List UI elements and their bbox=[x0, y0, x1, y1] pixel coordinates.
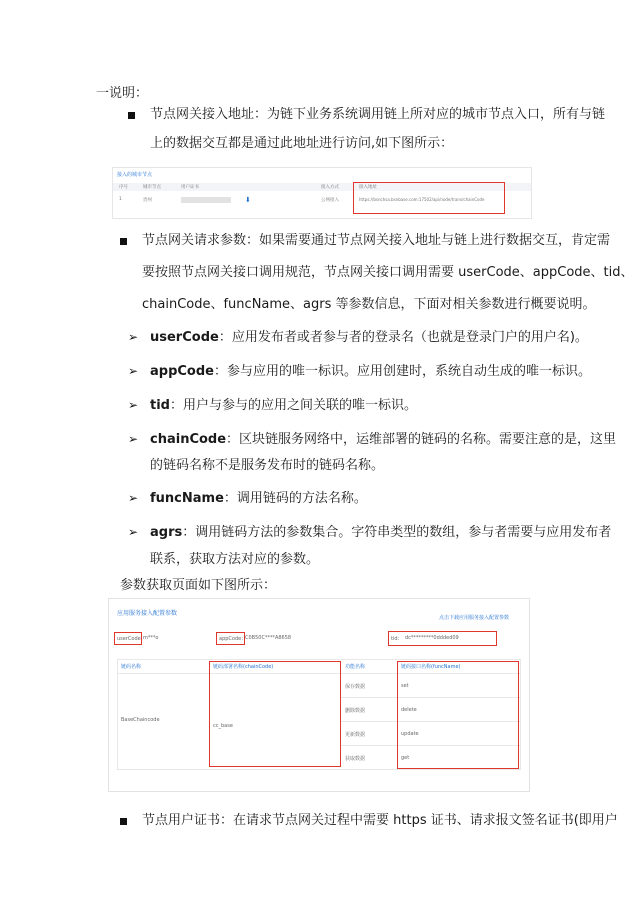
address-highlight bbox=[353, 182, 505, 214]
func-name-3: 获取数据 bbox=[345, 756, 366, 762]
row-address: https://bsnchsa.bsnbase.com:17502/api/node/trans/chainCode bbox=[359, 197, 485, 202]
func-value-1: delete bbox=[401, 707, 417, 713]
bullet-square bbox=[120, 238, 127, 245]
screenshot1-title: 接入的城市节点 bbox=[117, 172, 153, 178]
tid-label: tid： bbox=[391, 636, 403, 642]
header-index: 序号 bbox=[119, 185, 128, 190]
arrow-icon: ➢ bbox=[128, 491, 139, 505]
download-icon: ⬇ bbox=[245, 196, 251, 204]
bullet-square bbox=[128, 112, 135, 119]
row-method: 公网接入 bbox=[321, 198, 339, 203]
appcode-label: appCode： bbox=[219, 636, 247, 642]
params-config-screenshot bbox=[108, 598, 530, 792]
param-funcname: funcName：调用链码的方法名称。 bbox=[150, 491, 367, 506]
chaincode-value: cc_base bbox=[213, 723, 233, 729]
param-tid: tid：用户与参与的应用之间关联的唯一标识。 bbox=[150, 398, 417, 413]
param-usercode: userCode：应用发布者或者参与者的登录名（也就是登录门户的用户名)。 bbox=[150, 330, 588, 345]
bullet2-line3: chainCode、funcName、agrs 等参数信息，下面对相关参数进行概要说明。 bbox=[142, 297, 596, 312]
bullet2-line2: 要按照节点网关接口调用规范，节点网关接口调用需要 userCode、appCode、tid、 bbox=[142, 265, 634, 280]
row-index: 1 bbox=[119, 197, 122, 202]
bullet1-line1: 节点网关接入地址：为链下业务系统调用链上所对应的城市节点入口，所有与链 bbox=[150, 107, 606, 122]
usercode-label: userCode： bbox=[117, 636, 146, 642]
appcode-highlight bbox=[216, 632, 245, 645]
screenshot2-title: 应用服务接入配置参数 bbox=[117, 610, 178, 617]
arrow-icon: ➢ bbox=[128, 398, 139, 412]
arrow-icon: ➢ bbox=[128, 330, 139, 344]
usercode-value: m***o bbox=[143, 635, 159, 641]
bullet2-line1: 节点网关请求参数：如果需要通过节点网关接入地址与链上进行数据交互，肯定需 bbox=[142, 233, 611, 248]
param-chaincode-line2: 的链码名称不是服务发布时的链码名称。 bbox=[150, 458, 385, 473]
col-chain-name: 链码名称 bbox=[121, 664, 142, 670]
arrow-icon: ➢ bbox=[128, 525, 139, 539]
city-node-screenshot bbox=[112, 167, 532, 219]
header-cert: 用户证书 bbox=[181, 185, 199, 190]
param-agrs: agrs：调用链码方法的参数集合。字符串类型的数组，参与者需要与应用发布者 bbox=[150, 525, 612, 540]
tid-highlight bbox=[388, 631, 497, 646]
param-chaincode: chainCode：区块链服务网络中，运维部署的链码的名称。需要注意的是，这里 bbox=[150, 432, 617, 447]
chain-name-value: BaseChaincode bbox=[121, 717, 160, 723]
chaincode-highlight bbox=[209, 661, 341, 767]
section-heading: 一说明： bbox=[96, 86, 149, 101]
funcname-highlight bbox=[397, 661, 519, 769]
tid-value: dc*********0ddded09 bbox=[405, 635, 459, 641]
usercode-highlight bbox=[114, 632, 142, 645]
cert-blurred bbox=[181, 197, 231, 203]
col-chaincode: 链码部署名称(chainCode) bbox=[213, 664, 274, 670]
param-appcode: appCode：参与应用的唯一标识。应用创建时，系统自动生成的唯一标识。 bbox=[150, 364, 591, 379]
func-name-0: 保存数据 bbox=[345, 684, 366, 690]
bullet3-line1: 节点用户证书：在请求节点网关过程中需要 https 证书、请求报文签名证书(即用户 bbox=[142, 813, 618, 828]
func-name-2: 更新数据 bbox=[345, 732, 366, 738]
download-config-link[interactable]: 点击下载应用服务接入配置参数 bbox=[439, 615, 510, 621]
func-name-1: 删除数据 bbox=[345, 708, 366, 714]
header-method: 接入方式 bbox=[321, 185, 339, 190]
row-city: 贵州 bbox=[143, 198, 152, 203]
func-value-0: set bbox=[401, 683, 409, 689]
func-value-2: update bbox=[401, 731, 419, 737]
col-funcname: 链码接口名称(funcName) bbox=[401, 664, 461, 670]
header-city: 城市节点 bbox=[143, 185, 161, 190]
caption-params-page: 参数获取页面如下图所示： bbox=[120, 578, 277, 593]
arrow-icon: ➢ bbox=[128, 364, 139, 378]
col-func: 功能名称 bbox=[345, 664, 366, 670]
bullet1-line2: 上的数据交互都是通过此地址进行访问,如下图所示： bbox=[150, 136, 454, 151]
appcode-value: C0B50C****A8658 bbox=[245, 635, 292, 641]
arrow-icon: ➢ bbox=[128, 432, 139, 446]
param-agrs-line2: 联系，获取方法对应的参数。 bbox=[150, 552, 320, 567]
func-value-3: get bbox=[401, 755, 410, 761]
header-address: 接入地址 bbox=[359, 185, 377, 190]
bullet-square bbox=[120, 818, 127, 825]
